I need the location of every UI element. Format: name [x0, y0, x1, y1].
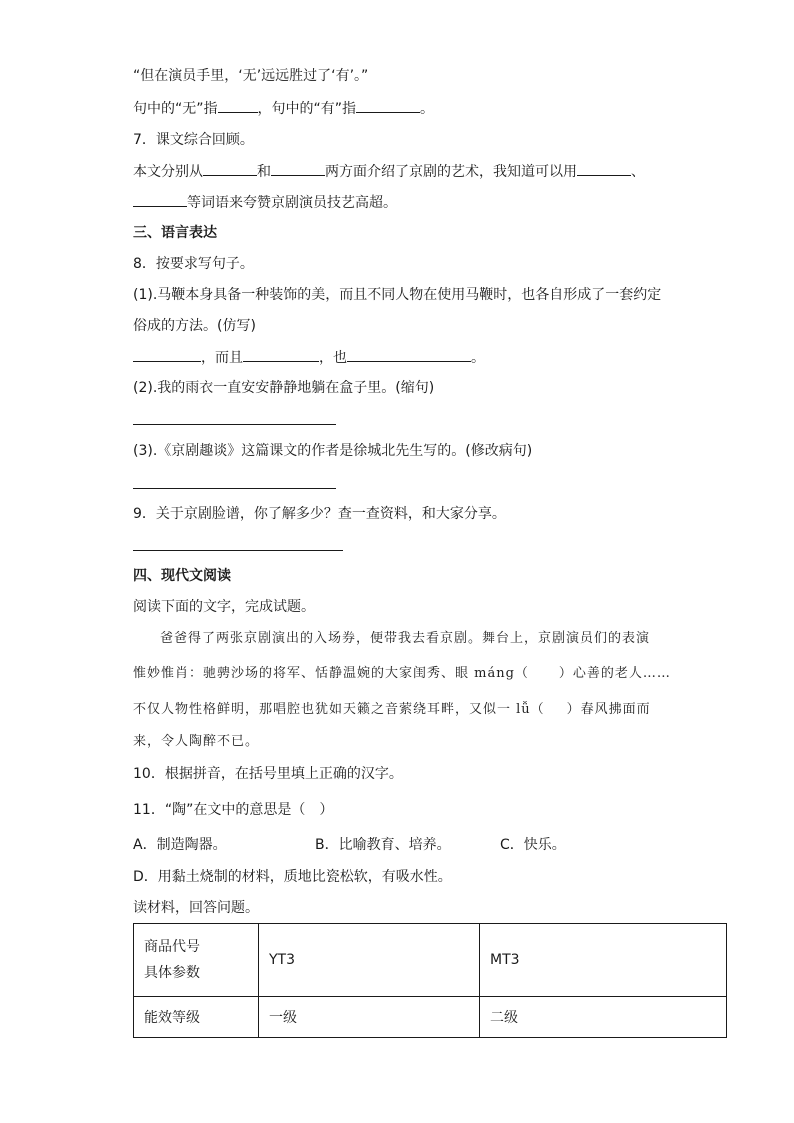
q7-text-3: 两方面介绍了京剧的艺术，我知道可以用 [325, 164, 577, 180]
q7-title: 7．课文综合回顾。 [133, 132, 254, 148]
q8-s1-text-2: ，也 [319, 350, 347, 366]
q8-s1-fill-line [133, 347, 485, 368]
q11-option-c[interactable]: C．快乐。 [500, 837, 566, 853]
header-line-1: 商品代号 [144, 939, 200, 955]
q7-blank-1[interactable] [203, 161, 257, 176]
q8-s3: (3).《京剧趣谈》这篇课文的作者是徐城北先生写的。(修改病句) [133, 443, 533, 459]
passage-line-2 [133, 664, 671, 684]
q7-text-1: 本文分别从 [133, 164, 203, 180]
section-3-heading: 三、语言表达 [133, 225, 217, 241]
read-material-instruction: 读材料，回答问题。 [133, 900, 259, 916]
q9: 9．关于京剧脸谱，你了解多少？查一查资料，和大家分享。 [133, 506, 506, 522]
q11-option-b[interactable]: B．比喻教育、培养。 [315, 837, 451, 853]
table-row [134, 997, 727, 1038]
table-cell-value-2: 二级 [480, 997, 727, 1038]
q8-s3-answer-line[interactable] [133, 488, 336, 489]
table-header-cell [134, 924, 259, 997]
q6-blank-1[interactable] [218, 98, 258, 113]
section-4-heading: 四、现代文阅读 [133, 568, 231, 584]
q8-s1-blank-3[interactable] [347, 347, 471, 362]
passage-line-4: 来，令人陶醉不已。 [133, 734, 260, 749]
q8-s2-answer-line[interactable] [133, 424, 336, 425]
q9-answer-line[interactable] [133, 550, 343, 551]
table-cell-value-1: 一级 [259, 997, 480, 1038]
q7-text-4: 、 [631, 164, 645, 180]
q10: 10．根据拼音，在括号里填上正确的汉字。 [133, 766, 403, 782]
q6-text-2: ，句中的“有”指 [257, 101, 357, 117]
q8-s1-text-3: 。 [471, 350, 485, 366]
q8-s1-text-1: ，而且 [201, 350, 243, 366]
table-cell-mt3: MT3 [480, 924, 727, 997]
passage-line-3b: ）春风拂面而 [566, 702, 651, 717]
table-cell-label: 能效等级 [134, 997, 259, 1038]
table-row [134, 924, 727, 997]
quote-line: “但在演员手里，‘无’远远胜过了‘有’。” [133, 68, 369, 84]
q11-option-a[interactable]: A．制造陶器。 [133, 837, 227, 853]
q8-s1-blank-2[interactable] [243, 347, 319, 362]
reading-instruction: 阅读下面的文字，完成试题。 [133, 599, 315, 615]
passage-line-3 [133, 700, 651, 720]
q6-blank-2[interactable] [356, 98, 420, 113]
q6-text-3: 。 [420, 101, 435, 117]
q11-title: 11．“陶”在文中的意思是（ ） [133, 802, 334, 818]
passage-line-3a: 不仅人物性格鲜明，那唱腔也犹如天籁之音萦绕耳畔，又似一 lǚ（ [133, 702, 545, 717]
q8-s2: (2).我的雨衣一直安安静静地躺在盒子里。(缩句) [133, 380, 435, 396]
q7-text-5: 等词语来夸赞京剧演员技艺高超。 [187, 195, 397, 211]
passage-line-2b: ）心善的老人…… [558, 666, 671, 681]
table-cell-yt3: YT3 [259, 924, 480, 997]
product-params-table [133, 923, 727, 1038]
q8-title: 8．按要求写句子。 [133, 256, 254, 272]
q7-fill-line-1 [133, 161, 645, 182]
q8-s1-line2: 俗成的方法。(仿写) [133, 318, 256, 334]
q11-option-d[interactable]: D．用黏土烧制的材料，质地比瓷松软，有吸水性。 [133, 869, 452, 885]
passage-line-1: 爸爸得了两张京剧演出的入场券，便带我去看京剧。舞台上，京剧演员们的表演 [160, 631, 651, 646]
q7-blank-4[interactable] [133, 192, 187, 207]
q8-s1-line1: (1).马鞭本身具备一种装饰的美，而且不同人物在使用马鞭时，也各自形成了一套约定 [133, 287, 662, 303]
q6-fill-line [133, 98, 434, 119]
q7-fill-line-2 [133, 192, 397, 213]
q6-text-1: 句中的“无”指 [133, 101, 218, 117]
q7-blank-3[interactable] [577, 161, 631, 176]
header-line-2: 具体参数 [144, 965, 200, 981]
q7-blank-2[interactable] [271, 161, 325, 176]
q8-s1-blank-1[interactable] [133, 347, 201, 362]
passage-line-2a: 惟妙惟肖：驰骋沙场的将军、恬静温婉的大家闺秀、眼 máng（ [133, 666, 529, 681]
q7-text-2: 和 [257, 164, 271, 180]
